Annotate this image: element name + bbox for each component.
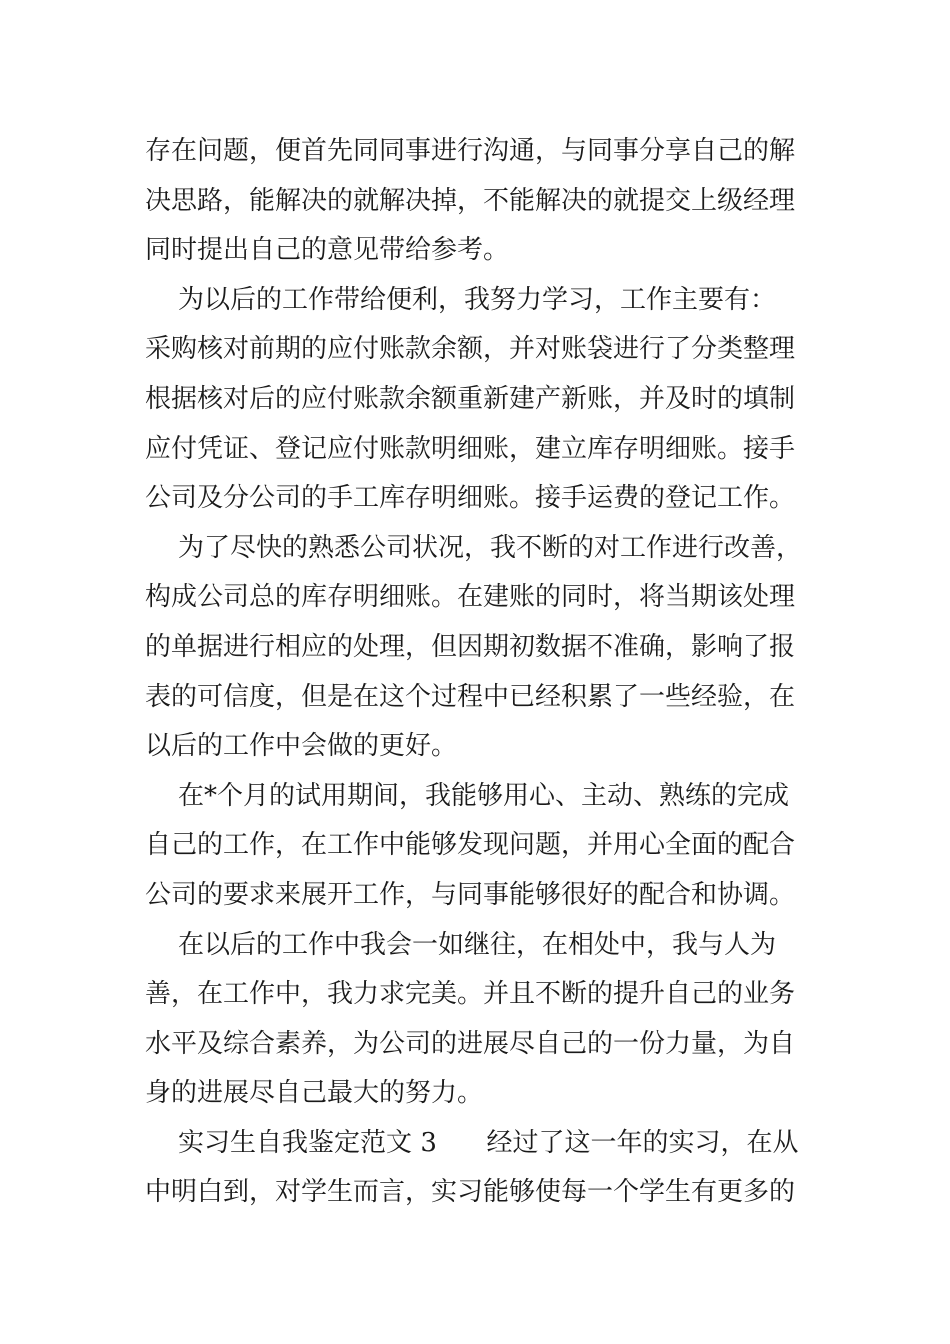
- text-line: 善，在工作中，我力求完美。并且不断的提升自己的业务: [145, 979, 796, 1010]
- text-line: 在*个月的试用期间，我能够用心、主动、熟练的完成: [145, 780, 790, 811]
- text-line: 同时提出自己的意见带给参考。: [145, 235, 510, 266]
- text-line: 为以后的工作带给便利，我努力学习，工作主要有：: [145, 284, 777, 315]
- text-line: 水平及综合素养，为公司的进展尽自己的一份力量，为自: [145, 1028, 796, 1059]
- text-line: 身的进展尽自己最大的努力。: [145, 1078, 484, 1109]
- text-line: 为了尽快的熟悉公司状况，我不断的对工作进行改善，: [145, 532, 803, 563]
- text-line: 在以后的工作中我会一如继往，在相处中，我与人为: [145, 929, 777, 960]
- document-body: [145, 127, 815, 1218]
- text-line: 的单据进行相应的处理，但因期初数据不准确，影响了报: [145, 631, 796, 662]
- text-line: 决思路，能解决的就解决掉，不能解决的就提交上级经理: [145, 185, 796, 216]
- text-line: 公司及分公司的手工库存明细账。接手运费的登记工作。: [145, 483, 796, 514]
- text-line: 构成公司总的库存明细账。在建账的同时，将当期该处理: [145, 582, 796, 613]
- text-line: 根据核对后的应付账款余额重新建产新账，并及时的填制: [145, 383, 796, 414]
- text-line: 中明白到，对学生而言，实习能够使每一个学生有更多的: [145, 1177, 796, 1208]
- text-line: 表的可信度，但是在这个过程中已经积累了一些经验，在: [145, 681, 796, 712]
- text-line: 应付凭证、登记应付账款明细账，建立库存明细账。接手: [145, 433, 796, 464]
- text-line: 实习生自我鉴定范文 3 经过了这一年的实习，在从: [145, 1127, 799, 1158]
- text-line: 公司的要求来展开工作，与同事能够很好的配合和协调。: [145, 879, 796, 910]
- text-line: 自己的工作，在工作中能够发现问题，并用心全面的配合: [145, 830, 796, 861]
- text-line: 存在问题，便首先同同事进行沟通，与同事分享自己的解: [145, 136, 796, 166]
- text-line: 以后的工作中会做的更好。: [145, 731, 458, 762]
- text-line: 采购核对前期的应付账款余额，并对账袋进行了分类整理: [145, 334, 796, 365]
